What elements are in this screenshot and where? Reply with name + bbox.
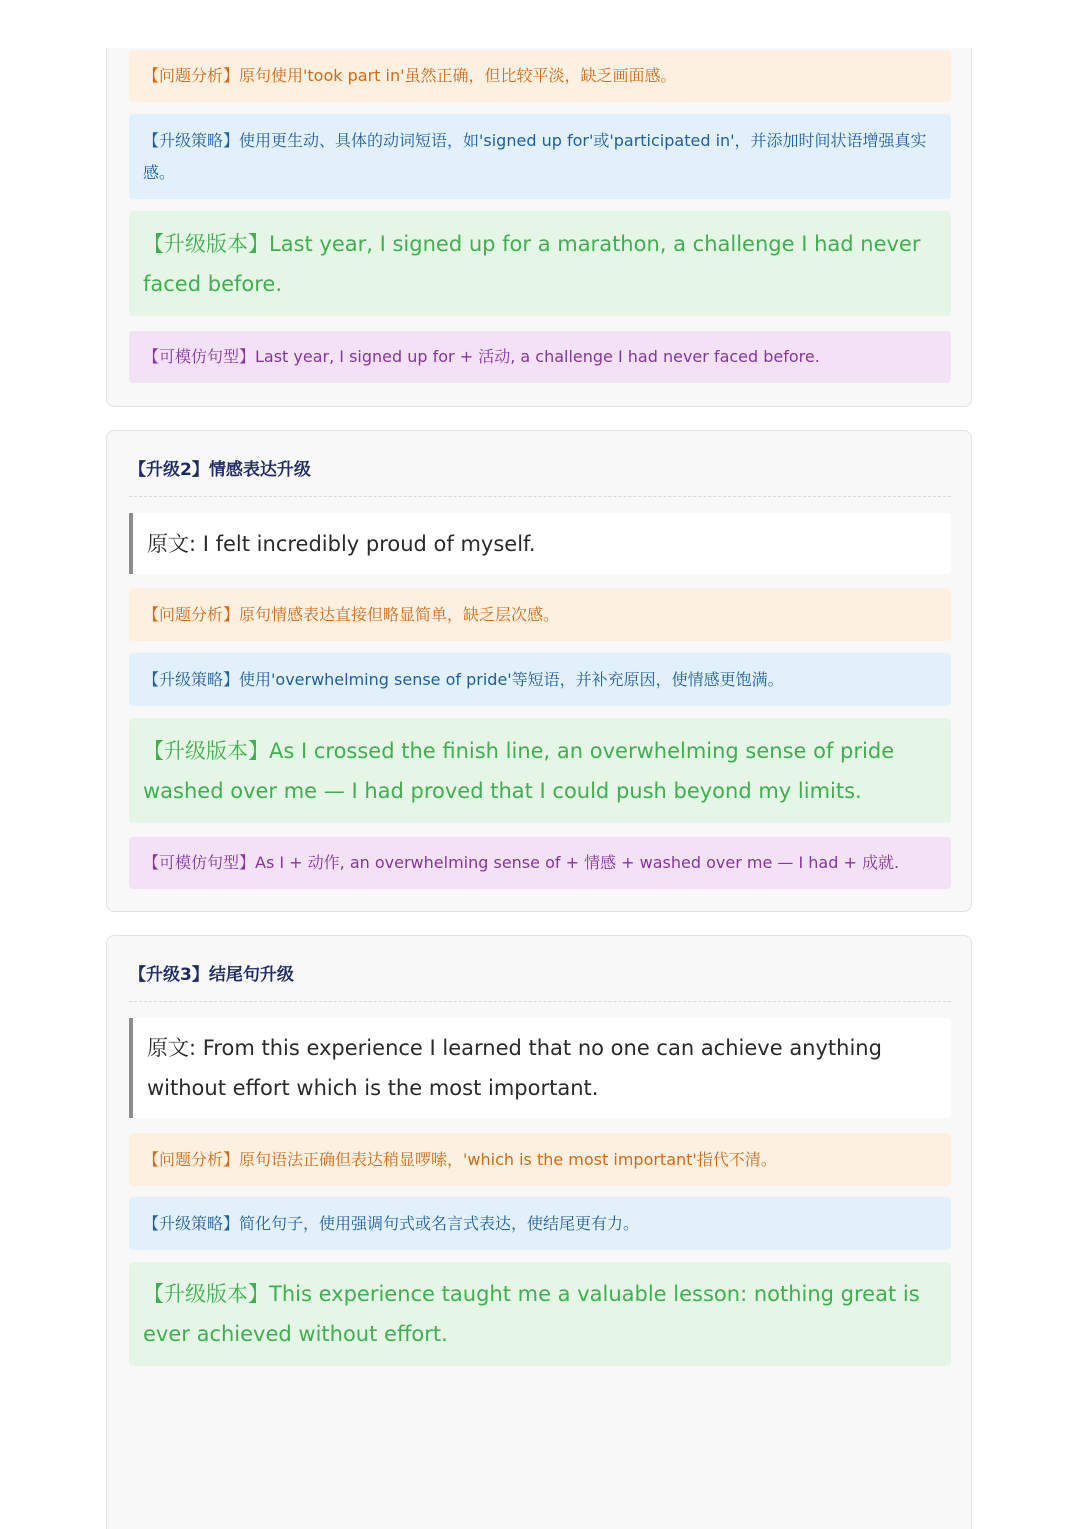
upgraded-version-text: 【升级版本】This experience taught me a valuable lesson: nothing great is ever achieved without effort. — [143, 1282, 920, 1346]
imitation-pattern-text: 【可模仿句型】As I + 动作, an overwhelming sense of + 情感 + washed over me — I had + 成就. — [143, 853, 900, 872]
upgrade-card-2 — [106, 430, 972, 912]
original-sentence-block — [129, 1018, 951, 1118]
upgraded-version-block — [129, 1262, 951, 1366]
problem-analysis-block — [129, 1133, 951, 1186]
original-sentence-block — [129, 513, 951, 574]
upgraded-version-text: 【升级版本】Last year, I signed up for a marathon, a challenge I had never faced before. — [143, 231, 921, 296]
imitation-pattern-block — [129, 837, 951, 889]
original-sentence-text: 原文: I felt incredibly proud of myself. — [147, 531, 536, 556]
section-heading: 【升级2】情感表达升级 — [129, 431, 951, 497]
upgrade-strategy-text: 【升级策略】使用更生动、具体的动词短语，如'signed up for'或'participated in'，并添加时间状语增强真实感。 — [143, 130, 927, 182]
problem-analysis-block — [129, 588, 951, 641]
problem-analysis-text: 【问题分析】原句使用'took part in'虽然正确，但比较平淡，缺乏画面感。 — [143, 66, 677, 85]
upgrade-card-1 — [106, 48, 972, 407]
section-heading: 【升级3】结尾句升级 — [129, 936, 951, 1002]
problem-analysis-block — [129, 50, 951, 102]
upgrade-strategy-block — [129, 1197, 951, 1250]
upgrade-strategy-text: 【升级策略】使用'overwhelming sense of pride'等短语，并补充原因，使情感更饱满。 — [143, 669, 784, 689]
upgrade-strategy-block — [129, 114, 951, 199]
upgrade-card-3 — [106, 935, 972, 1529]
upgraded-version-block — [129, 718, 951, 823]
original-sentence-text: 原文: From this experience I learned that no one can achieve anything without effort which is the most important. — [147, 1036, 882, 1100]
upgraded-version-text: 【升级版本】As I crossed the finish line, an overwhelming sense of pride washed over me — I had proved that I could push beyond my limits. — [143, 738, 895, 803]
problem-analysis-text: 【问题分析】原句情感表达直接但略显简单，缺乏层次感。 — [143, 604, 560, 624]
upgrade-strategy-block — [129, 653, 951, 706]
imitation-pattern-text: 【可模仿句型】Last year, I signed up for + 活动, a challenge I had never faced before. — [143, 347, 820, 366]
problem-analysis-text: 【问题分析】原句语法正确但表达稍显啰嗦，'which is the most important'指代不清。 — [143, 1149, 777, 1169]
upgrade-strategy-text: 【升级策略】简化句子，使用强调句式或名言式表达，使结尾更有力。 — [143, 1213, 640, 1233]
imitation-pattern-block — [129, 331, 951, 383]
upgraded-version-block — [129, 211, 951, 316]
